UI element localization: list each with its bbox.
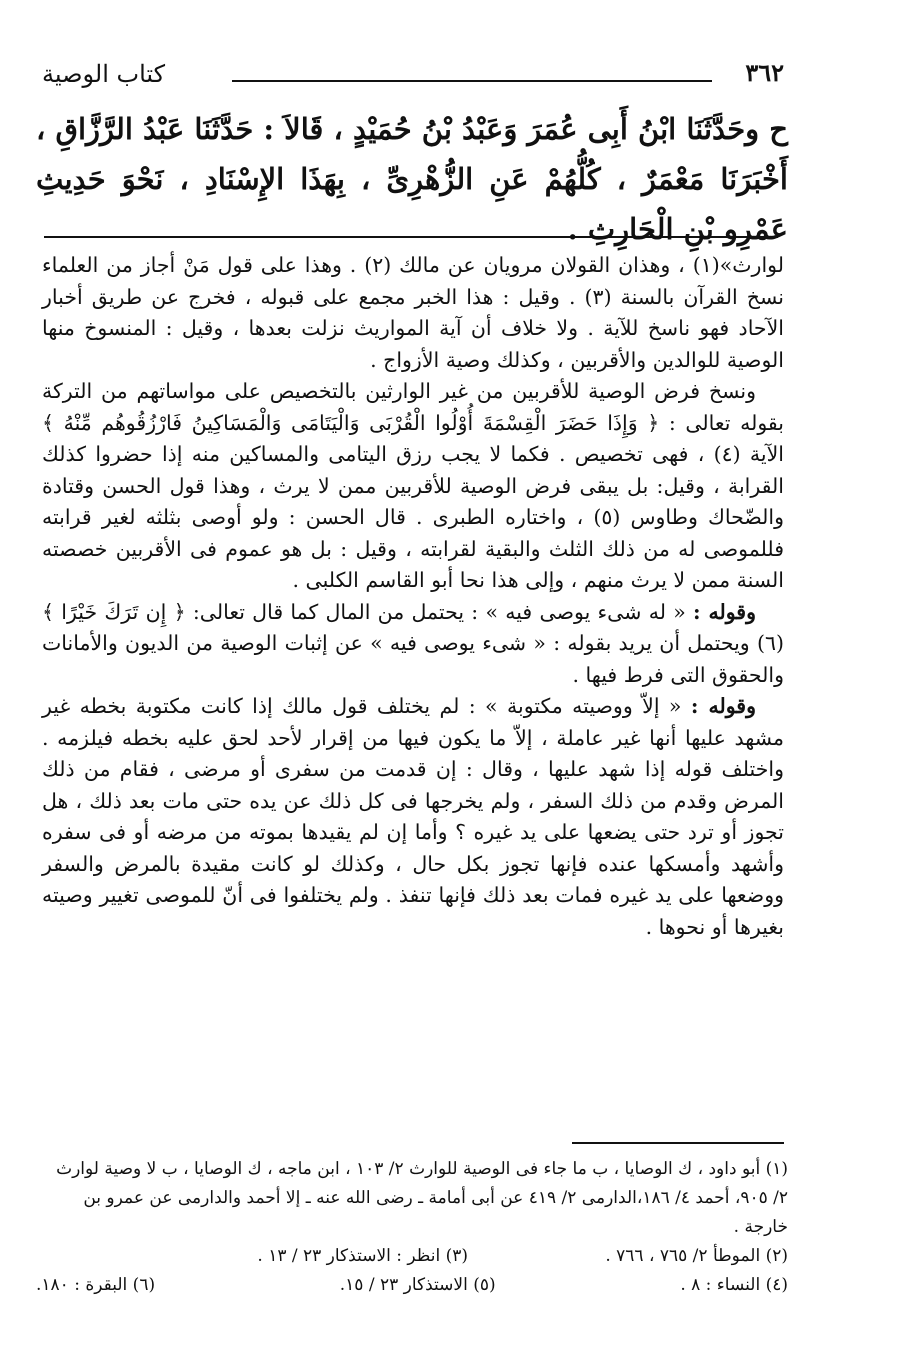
footnote: (١) أبو داود ، ك الوصايا ، ب ما جاء فى الوصية للوارث ٢/ ١٠٣ ، ابن ماجه ، ك الوصايا ، ب لا وصية لوارث ٢/ ٩٠٥، أحمد ٤/ ١٨٦،الدارمى ٢/ ٤١٩ عن أبى أمامة ـ رضى الله عنه ـ إلا أحمد والدارمى عن عمرو بن خارجة . bbox=[56, 1159, 788, 1237]
footnote: (٥) الاستذكار ٢٣ / ١٥. bbox=[339, 1275, 496, 1295]
footnote: (٣) انظر : الاستذكار ٢٣ / ١٣ . bbox=[257, 1246, 468, 1266]
lemma-label: وقوله : bbox=[693, 599, 756, 624]
footnote-row bbox=[36, 1242, 788, 1271]
footnote-row bbox=[36, 1271, 788, 1300]
commentary-paragraph: لوارث»(١) ، وهذان القولان مرويان عن مالك (٢) . وهذا على قول مَنْ أجاز من العلماء نسخ القرآن بالسنة (٣) . وقيل : هذا الخبر مجمع على قبوله ، فخرج عن طريق أخبار الآحاد فهو ناسخ للآية . ولا خلاف أن آية المواريث نزلت بعدها ، وقيل : المنسوخ منها الوصية للوالدين والأقربين ، وكذلك وصية الأزواج . bbox=[42, 253, 784, 372]
footnote: (٤) النساء : ٨ . bbox=[680, 1275, 788, 1295]
footnote-rule bbox=[572, 1142, 784, 1144]
footnotes bbox=[36, 1155, 788, 1300]
page-header bbox=[42, 56, 784, 96]
text-divider bbox=[44, 236, 778, 238]
running-title: كتاب الوصية bbox=[42, 60, 166, 88]
commentary bbox=[42, 250, 784, 943]
header-rule bbox=[232, 80, 712, 82]
lemma-label: وقوله : bbox=[690, 694, 756, 718]
commentary-paragraph: ونسخ فرض الوصية للأقربين من غير الوارثين بالتخصيص على مواساتهم من التركة بقوله تعالى : ﴿ وَإِذَا حَضَرَ الْقِسْمَةَ أُوْلُوا الْقُرْبَى وَالْيَتَامَى وَالْمَسَاكِينُ فَارْزُقُوهُم مِّنْهُ ﴾ الآية (٤) ، فهى تخصيص . فكما لا يجب رزق اليتامى والمساكين منه إذا حضروا كذلك القرابة ، وقيل: بل يبقى فرض الوصية للأقربين ممن لا يرث ، وهذا قول الحسن وقتادة والضّحاك وطاوس (٥) ، واختاره الطبرى . قال الحسن : ولو أوصى بثلثه لغير قرابته فللموصى له من ذلك الثلث والبقية لقرابته ، وقيل : بل هو عموم فى الأقربين خصصته السنة ممن لا يرث منهم ، وإلى هذا نحا أبو القاسم الكلبى . bbox=[42, 379, 784, 592]
footnote: (٦) البقرة : ١٨٠. bbox=[36, 1275, 156, 1295]
footnote: (٢) الموطأ ٢/ ٧٦٥ ، ٧٦٦ . bbox=[605, 1246, 788, 1266]
page-number: ٣٦٢ bbox=[745, 58, 784, 87]
lemma-text: « له شىء يوصى فيه » : يحتمل من المال كما قال تعالى: ﴿ إِن تَرَكَ خَيْرًا ﴾(٦) ويحتمل أن يريد بقوله : « شىء يوصى فيه » عن إثبات الوصية من الديون والأمانات والحقوق التى فرط فيها . bbox=[42, 599, 784, 687]
hadith-text: ح وحَدَّثَنَا ابْنُ أَبِى عُمَرَ وَعَبْدُ بْنُ حُمَيْدٍ ، قَالاَ : حَدَّثَنَا عَبْدُ الرَّزَّاقِ ، أَخْبَرَنَا مَعْمَرٌ ، كُلُّهُمْ عَنِ الزُّهْرِىِّ ، بِهَذَا الإِسْنَادِ ، نَحْوَ حَدِيثِ عَمْرِو بْنِ الْحَارِثِ . bbox=[36, 112, 788, 246]
lemma-text: « إلاّ ووصيته مكتوبة » : لم يختلف قول مالك إذا كانت مكتوبة بخطه غير مشهد عليها أنها غير عاملة ، إلاّ ما يكون فيها من إقرار لأحد لحق عليه بخطه فيلزمه . واختلف قوله إذا شهد عليها ، وقال : إن قدمت من سفرى أو مرضى ، فقام من ذلك المرض وقدم من ذلك السفر ، ولم يخرجها فى كل ذلك عن يده حتى مات بعد ذلك ، هل تجوز أو ترد حتى يضعها على يد غيره ؟ وأما إن لم يقيدها بموته من مرضه أو فى سفره وأشهد وأمسكها عنده فإنها تجوز بكل حال ، وكذلك لو كانت مقيدة بالمرض والسفر ووضعها على يد غيره فمات بعد ذلك فإنها تنفذ . ولم يختلفوا فى أنّ للموصى تغيير وصيته بغيرها أو نحوها . bbox=[42, 694, 784, 939]
commentary-paragraph bbox=[42, 597, 784, 692]
commentary-paragraph bbox=[42, 691, 784, 943]
